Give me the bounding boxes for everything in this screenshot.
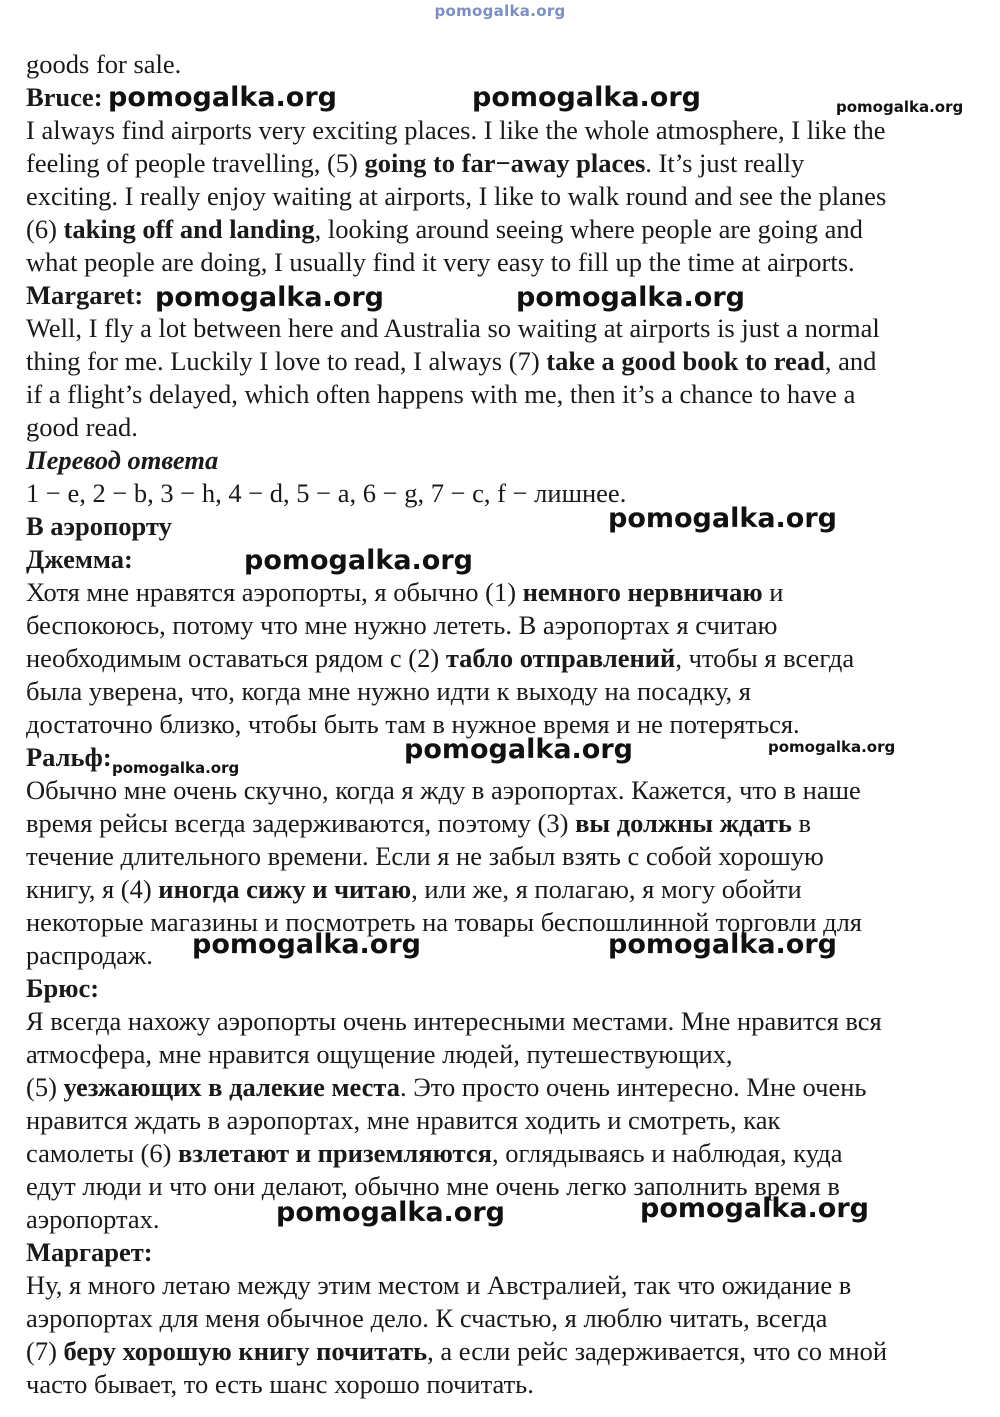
answer-6: taking off and landing [63, 214, 315, 244]
text-line: I always find airports very exciting places. I like the whole atmosphere, I like the [26, 115, 886, 145]
text-line: аэропортах для меня обычное дело. К счастью, я люблю читать, всегда [26, 1303, 828, 1333]
answer-5: going to far−away places [364, 148, 646, 178]
text-line: good read. [26, 412, 138, 442]
watermark: pomogalka.org [608, 503, 837, 534]
answer-1: немного нервничаю [522, 577, 763, 607]
text-line: Я всегда нахожу аэропорты очень интересными местами. Мне нравится вся [26, 1006, 882, 1036]
answer-6-ru: взлетают и приземляются [178, 1138, 492, 1168]
watermark: pomogalka.org [768, 738, 896, 756]
watermark: pomogalka.org [472, 82, 701, 113]
watermark: pomogalka.org [836, 98, 964, 116]
text-line: Хотя мне нравятся аэропорты, я обычно (1) немного нервничаю и [26, 577, 784, 607]
section-title: В аэропорту [26, 511, 172, 541]
text-line: беспокоюсь, потому что мне нужно лететь. В аэропортах я считаю [26, 610, 778, 640]
watermark: pomogalka.org [404, 734, 633, 765]
text-line: некоторые магазины и посмотреть на товары беспошлинной торговли для [26, 907, 862, 937]
text-line: Обычно мне очень скучно, когда я жду в аэропортах. Кажется, что в наше [26, 775, 861, 805]
text-line: Ну, я много летаю между этим местом и Австралией, так что ожидание в [26, 1270, 852, 1300]
text-line: аэропортах. [26, 1204, 160, 1234]
answer-7-ru: беру хорошую книгу почитать [63, 1336, 428, 1366]
text-line: необходимым оставаться рядом с (2) табло отправлений, чтобы я всегда [26, 643, 855, 673]
text-line: едут люди и что они делают, обычно мне очень легко заполнить время в [26, 1171, 840, 1201]
site-header-watermark: pomogalka.org [434, 2, 566, 20]
watermark: pomogalka.org [608, 929, 837, 960]
text-line: достаточно близко, чтобы быть там в нужное время и не потеряться. [26, 709, 800, 739]
speaker-label-gemma: Джемма: [26, 544, 133, 574]
watermark: pomogalka.org [516, 282, 745, 313]
text-line: exciting. I really enjoy waiting at airports, I like to walk round and see the planes [26, 181, 887, 211]
text-line: (6) taking off and landing, looking around seeing where people are going and [26, 214, 863, 244]
text-line: thing for me. Luckily I love to read, I always (7) take a good book to read, and [26, 346, 877, 376]
text-line: if a flight’s delayed, which often happens with me, then it’s a chance to have a [26, 379, 856, 409]
answer-4: иногда сижу и читаю [158, 874, 412, 904]
text-line: самолеты (6) взлетают и приземляются, оглядываясь и наблюдая, куда [26, 1138, 843, 1168]
answer-3: вы должны ждать [575, 808, 792, 838]
answer-7: take a good book to read [546, 346, 825, 376]
watermark: pomogalka.org [640, 1193, 869, 1224]
watermark: pomogalka.org [112, 759, 240, 777]
text-line: what people are doing, I usually find it very easy to fill up the time at airports. [26, 247, 855, 277]
text-line: goods for sale. [26, 49, 182, 79]
text-line: Well, I fly a lot between here and Australia so waiting at airports is just a normal [26, 313, 880, 343]
text-line: была уверена, что, когда мне нужно идти к выходу на посадку, я [26, 676, 751, 706]
speaker-label-ralph: Ральф: [26, 742, 112, 772]
text-line: распродаж. [26, 940, 153, 970]
speaker-label-margaret: Margaret: [26, 280, 144, 310]
text-line: (5) уезжающих в далекие места. Это просто очень интересно. Мне очень [26, 1072, 867, 1102]
text-line: нравится ждать в аэропортах, мне нравится ходить и смотреть, как [26, 1105, 781, 1135]
watermark: pomogalka.org [244, 545, 473, 576]
speaker-label-bruce: Bruce: [26, 82, 103, 112]
text-line: часто бывает, то есть шанс хорошо почитать. [26, 1369, 534, 1399]
watermark: pomogalka.org [276, 1197, 505, 1228]
text-line: (7) беру хорошую книгу почитать, а если рейс задерживается, что со мной [26, 1336, 888, 1366]
text-line: время рейсы всегда задерживаются, поэтому (3) вы должны ждать в [26, 808, 812, 838]
watermark: pomogalka.org [108, 82, 337, 113]
text-line: течение длительного времени. Если я не забыл взять с собой хорошую [26, 841, 824, 871]
speaker-label-margaret-ru: Маргарет: [26, 1237, 153, 1267]
answer-2: табло отправлений [445, 643, 676, 673]
answer-key: 1 − e, 2 − b, 3 − h, 4 − d, 5 − a, 6 − g, 7 − c, f − лишнее. [26, 478, 627, 508]
translation-heading: Перевод ответа [26, 445, 219, 475]
text-line: атмосфера, мне нравится ощущение людей, путешествующих, [26, 1039, 733, 1069]
watermark: pomogalka.org [155, 282, 384, 313]
speaker-label-bruce-ru: Брюс: [26, 973, 100, 1003]
watermark: pomogalka.org [192, 929, 421, 960]
text-line: книгу, я (4) иногда сижу и читаю, или же, я полагаю, я могу обойти [26, 874, 802, 904]
text-line: feeling of people travelling, (5) going to far−away places. It’s just really [26, 148, 805, 178]
answer-5-ru: уезжающих в далекие места [63, 1072, 400, 1102]
